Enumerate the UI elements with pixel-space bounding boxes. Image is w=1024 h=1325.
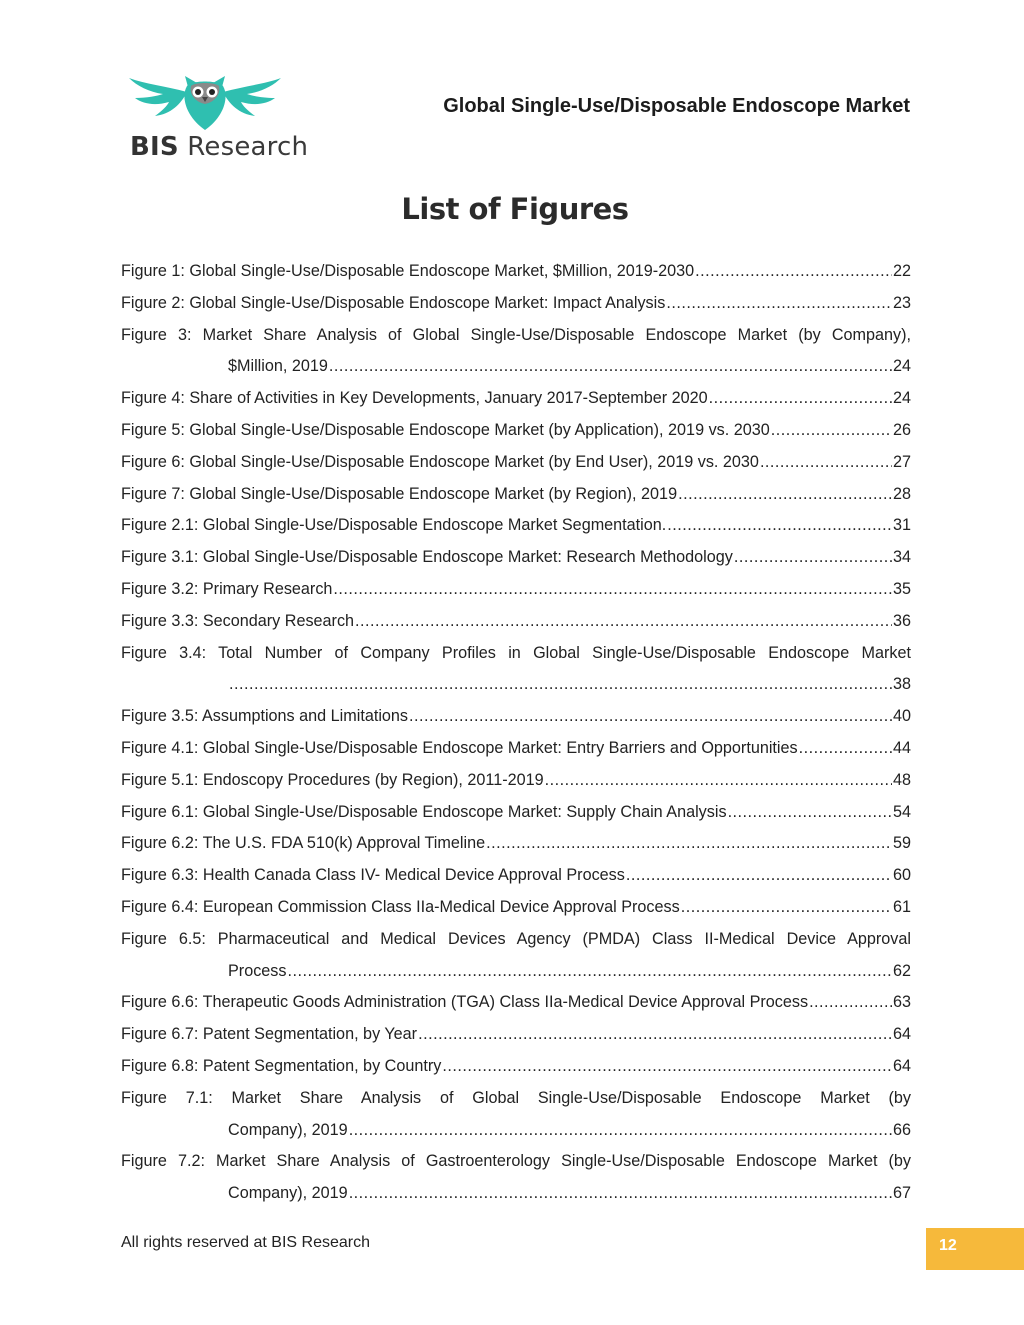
figure-page-number: 63: [892, 993, 911, 1012]
figure-title: Figure 6: Global Single-Use/Disposable Endoscope Market (by End User), 2019 vs. 2030: [121, 452, 759, 471]
figure-entry[interactable]: [121, 892, 911, 924]
figure-title: Company), 2019: [228, 1184, 348, 1203]
figure-page-number: 38: [892, 675, 911, 694]
leader-dots: [771, 415, 892, 447]
leader-dots: [409, 701, 892, 733]
figure-title: Figure 7.2: Market Share Analysis of Gastroenterology Single-Use/Disposable Endoscope Market (by: [121, 1152, 911, 1171]
leader-dots: [667, 510, 892, 542]
leader-dots: [545, 765, 892, 797]
figure-page-number: 40: [892, 707, 911, 726]
figure-page-number: 27: [892, 452, 911, 471]
page-number-badge: 12: [926, 1228, 1024, 1270]
leader-dots: [333, 574, 892, 606]
leader-dots: [678, 479, 892, 511]
figure-entry[interactable]: [121, 1083, 911, 1147]
figure-entry[interactable]: [121, 1146, 911, 1210]
figure-title: Company), 2019: [228, 1120, 348, 1139]
leader-dots: [442, 1051, 892, 1083]
figure-entry[interactable]: [121, 288, 911, 320]
figure-title: Figure 3.4: Total Number of Company Profiles in Global Single-Use/Disposable Endoscope Market: [121, 643, 911, 662]
figure-page-number: 64: [892, 1025, 911, 1044]
bis-research-logo: [125, 70, 309, 165]
figure-entry[interactable]: [121, 638, 911, 702]
figure-page-number: 24: [892, 357, 911, 376]
figure-entry[interactable]: [121, 415, 911, 447]
figure-entry[interactable]: [121, 1019, 911, 1051]
figure-page-number: 34: [892, 548, 911, 567]
figure-entry[interactable]: [121, 733, 911, 765]
figure-entry[interactable]: [121, 447, 911, 479]
owl-icon: [125, 70, 285, 134]
figure-entry[interactable]: [121, 701, 911, 733]
figure-page-number: 64: [892, 1056, 911, 1075]
leader-dots: [418, 1019, 892, 1051]
figure-title: Figure 3.3: Secondary Research: [121, 611, 355, 630]
figure-entry[interactable]: [121, 924, 911, 988]
leader-dots: [666, 288, 892, 320]
figure-title: Figure 6.5: Pharmaceutical and Medical Devices Agency (PMDA) Class II-Medical Device Approval: [121, 929, 911, 948]
figure-title: Figure 6.2: The U.S. FDA 510(k) Approval Timeline: [121, 834, 486, 853]
figure-page-number: 23: [892, 293, 911, 312]
report-title: Global Single-Use/Disposable Endoscope Market: [443, 95, 910, 117]
figure-title: Figure 5: Global Single-Use/Disposable Endoscope Market (by Application), 2019 vs. 2030: [121, 420, 770, 439]
leader-dots: [799, 733, 892, 765]
figure-title: Figure 3.5: Assumptions and Limitations: [121, 707, 409, 726]
leader-dots: [626, 860, 892, 892]
leader-dots: [728, 797, 892, 829]
figure-entry[interactable]: [121, 574, 911, 606]
figure-page-number: 36: [892, 611, 911, 630]
leader-dots: [760, 447, 892, 479]
figure-title: Figure 3.2: Primary Research: [121, 579, 333, 598]
figure-entry[interactable]: [121, 987, 911, 1019]
figure-page-number: 62: [892, 961, 911, 980]
figure-entry[interactable]: [121, 479, 911, 511]
figure-title: Figure 4: Share of Activities in Key Developments, January 2017-September 2020: [121, 389, 708, 408]
figure-title: $Million, 2019: [228, 357, 328, 376]
figure-page-number: 24: [892, 389, 911, 408]
figure-page-number: 60: [892, 866, 911, 885]
figure-page-number: 67: [892, 1184, 911, 1203]
figure-entry[interactable]: [121, 510, 911, 542]
leader-dots: [695, 256, 892, 288]
figure-entry[interactable]: [121, 828, 911, 860]
list-of-figures: [121, 256, 911, 1210]
leader-dots: [329, 351, 892, 383]
logo-wordmark: BIS Research: [130, 132, 309, 162]
figure-entry[interactable]: [121, 765, 911, 797]
leader-dots: [486, 828, 892, 860]
figure-entry[interactable]: [121, 256, 911, 288]
figure-page-number: 22: [892, 262, 911, 280]
figure-title: Figure 7: Global Single-Use/Disposable Endoscope Market (by Region), 2019: [121, 484, 678, 503]
figure-title: Figure 1: Global Single-Use/Disposable Endoscope Market, $Million, 2019-2030: [121, 262, 695, 280]
figure-title: Process: [228, 961, 287, 980]
figure-page-number: 28: [892, 484, 911, 503]
figure-page-number: 44: [892, 738, 911, 757]
figure-page-number: 35: [892, 579, 911, 598]
figure-title: Figure 3.1: Global Single-Use/Disposable Endoscope Market: Research Methodology: [121, 548, 733, 567]
figure-entry[interactable]: [121, 1051, 911, 1083]
figure-page-number: 48: [892, 770, 911, 789]
figure-title: Figure 6.1: Global Single-Use/Disposable Endoscope Market: Supply Chain Analysis: [121, 802, 727, 821]
figure-title: Figure 4.1: Global Single-Use/Disposable Endoscope Market: Entry Barriers and Opportunities: [121, 738, 798, 757]
figure-page-number: 26: [892, 420, 911, 439]
figure-title: Figure 6.4: European Commission Class IIa-Medical Device Approval Process: [121, 897, 680, 916]
figure-title: Figure 6.8: Patent Segmentation, by Country: [121, 1056, 442, 1075]
leader-dots: [809, 987, 892, 1019]
leader-dots: [681, 892, 892, 924]
figure-page-number: 66: [892, 1120, 911, 1139]
figure-entry[interactable]: [121, 542, 911, 574]
figure-title: Figure 7.1: Market Share Analysis of Global Single-Use/Disposable Endoscope Market (by: [121, 1088, 911, 1107]
figure-title: Figure 2: Global Single-Use/Disposable Endoscope Market: Impact Analysis: [121, 293, 666, 312]
leader-dots: [709, 383, 892, 415]
leader-dots: [355, 606, 892, 638]
figure-entry[interactable]: [121, 797, 911, 829]
figure-page-number: 31: [892, 516, 911, 535]
figure-entry[interactable]: [121, 606, 911, 638]
figure-title: Figure 6.3: Health Canada Class IV- Medical Device Approval Process: [121, 866, 625, 885]
page-title: List of Figures: [401, 192, 629, 226]
footer-copyright: All rights reserved at BIS Research: [121, 1234, 370, 1251]
figure-entry[interactable]: [121, 860, 911, 892]
figure-page-number: 54: [892, 802, 911, 821]
figure-page-number: 61: [892, 897, 911, 916]
leader-dots: [287, 956, 892, 988]
figure-title: Figure 6.7: Patent Segmentation, by Year: [121, 1025, 418, 1044]
figure-entry[interactable]: [121, 383, 911, 415]
leader-dots: [734, 542, 892, 574]
leader-dots: [229, 669, 892, 701]
figure-title: Figure 5.1: Endoscopy Procedures (by Region), 2011-2019: [121, 770, 544, 789]
figure-page-number: 59: [892, 834, 911, 853]
figure-title: Figure 6.6: Therapeutic Goods Administration (TGA) Class IIa-Medical Device Approval Process: [121, 993, 809, 1012]
leader-dots: [349, 1178, 892, 1210]
figure-entry[interactable]: [121, 320, 911, 384]
leader-dots: [349, 1115, 892, 1147]
figure-title: Figure 3: Market Share Analysis of Global Single-Use/Disposable Endoscope Market (by Company),: [121, 325, 911, 344]
figure-title: Figure 2.1: Global Single-Use/Disposable Endoscope Market Segmentation.: [121, 516, 667, 535]
